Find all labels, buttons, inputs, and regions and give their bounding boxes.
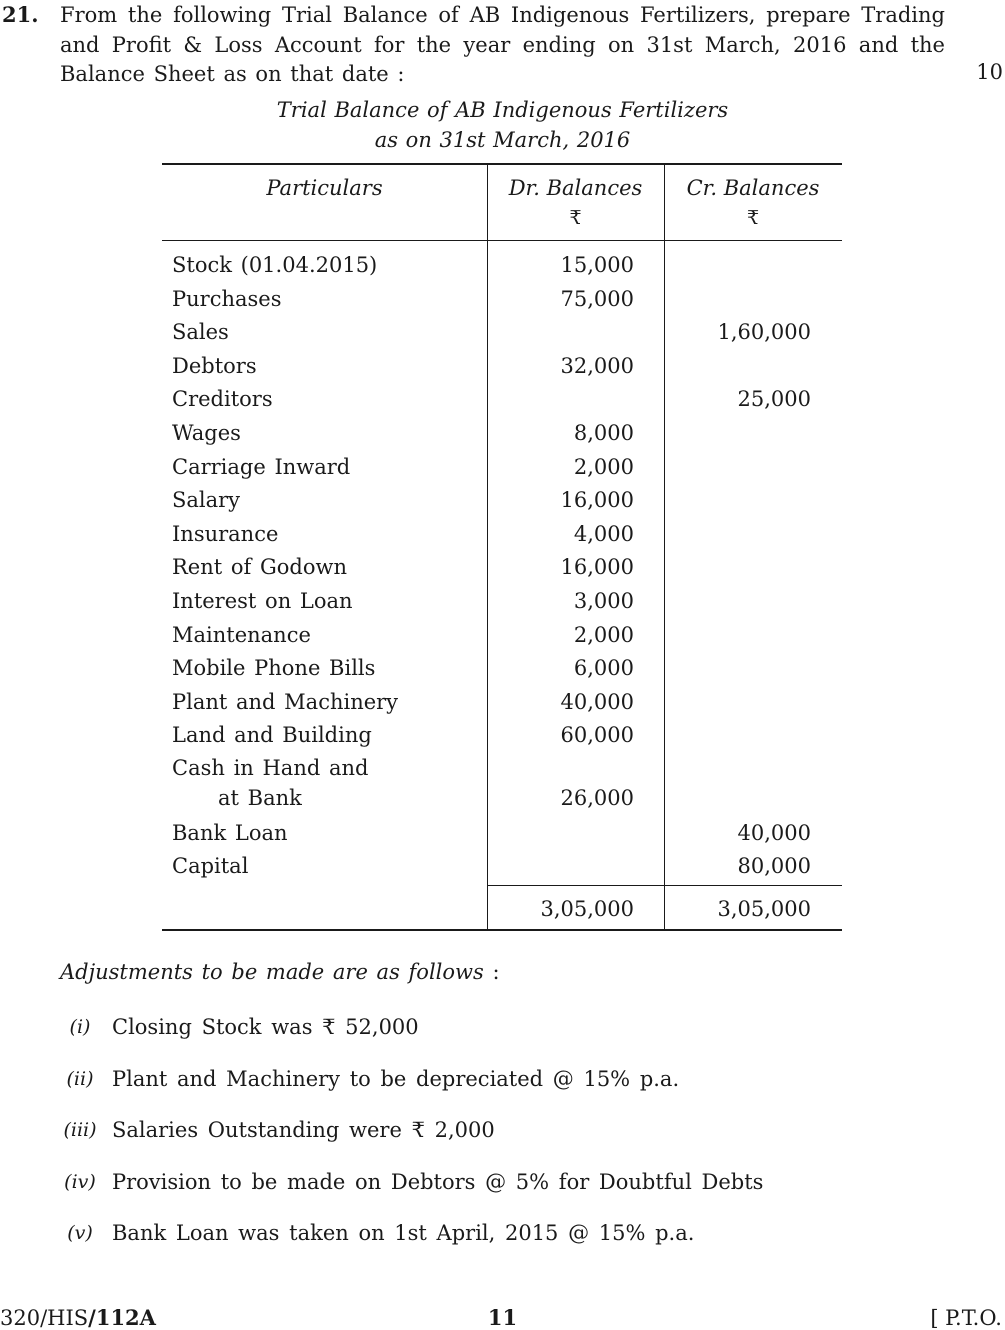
adjustment-number: (ii) (66, 1068, 94, 1090)
total-dr: 3,05,000 (540, 897, 634, 921)
table-header-rule (162, 240, 842, 241)
table-row (162, 652, 842, 686)
row-particular: Carriage Inward (172, 454, 351, 479)
row-dr-value: 3,000 (573, 589, 634, 613)
row-cr-value: 1,60,000 (717, 320, 811, 345)
table-row (162, 417, 842, 451)
row-cr-value: 40,000 (737, 820, 811, 845)
row-dr-value: 6,000 (573, 656, 634, 681)
adjustment-number: (iii) (63, 1119, 97, 1141)
row-particular: Rent of Godown (172, 555, 347, 580)
adjustment-item (60, 1115, 960, 1145)
row-particular: Capital (172, 854, 249, 879)
pto-label: [ P.T.O. (930, 1306, 1002, 1330)
row-particular: Interest on Loan (172, 589, 353, 613)
page-number: 11 (487, 1305, 518, 1330)
table-row (162, 850, 842, 884)
total-row (162, 893, 842, 927)
row-particular: Wages (172, 421, 241, 445)
adjustment-text: Plant and Machinery to be depreciated @ 15% p.a. (112, 1067, 680, 1091)
row-particular: Debtors (172, 353, 257, 378)
row-particular: Stock (01.04.2015) (172, 253, 378, 277)
trial-balance-table (162, 163, 842, 931)
table-top-rule (162, 163, 842, 165)
row-particular: Purchases (172, 286, 282, 311)
table-row (162, 350, 842, 384)
header-particulars (162, 173, 487, 203)
table-row (162, 619, 842, 653)
trial-balance-subtitle: as on 31st March, 2016 (374, 128, 631, 152)
row-particular: Salary (172, 488, 241, 513)
table-row (162, 585, 842, 619)
row-cr-value: 25,000 (737, 387, 811, 412)
adjustment-item (60, 1218, 960, 1248)
table-row (162, 518, 842, 552)
table-bottom-rule (162, 929, 842, 931)
row-particular: Insurance (172, 521, 279, 546)
row-particular: Bank Loan (172, 820, 288, 845)
row-dr-value: 15,000 (560, 253, 634, 277)
row-dr-value: 8,000 (573, 421, 634, 445)
page-footer (0, 1306, 1005, 1330)
row-dr-value: 2,000 (573, 622, 634, 647)
trial-balance-title: Trial Balance of AB Indigenous Fertilizers (276, 98, 729, 122)
row-particular: Land and Building (172, 723, 372, 748)
header-cr-label: Cr. Balances (686, 176, 820, 200)
table-row (162, 686, 842, 720)
paper-code-prefix: 320/HIS (0, 1306, 89, 1330)
row-dr-value: 4,000 (573, 521, 634, 546)
question-number: 21. (2, 2, 39, 27)
table-row (162, 753, 842, 813)
adjustment-text: Provision to be made on Debtors @ 5% for Doubtful Debts (112, 1170, 764, 1194)
row-cr-value: 80,000 (737, 854, 811, 879)
header-dr-label: Dr. Balances (508, 176, 643, 200)
adjustment-item (60, 1167, 960, 1197)
total-cr: 3,05,000 (717, 897, 811, 921)
row-dr-value: 75,000 (560, 286, 634, 311)
header-dr-balances (487, 173, 664, 233)
row-particular: Creditors (172, 387, 273, 412)
question-marks: 10 (976, 60, 1003, 84)
row-dr-value: 60,000 (560, 723, 634, 748)
table-row (162, 383, 842, 417)
table-row (162, 316, 842, 350)
table-row (162, 451, 842, 485)
row-particular: Plant and Machinery (172, 689, 399, 714)
question-block (0, 0, 1005, 90)
table-row (162, 249, 842, 283)
row-dr-value: 26,000 (560, 786, 634, 810)
adjustment-number: (i) (69, 1016, 91, 1038)
adjustment-number: (iv) (64, 1171, 96, 1193)
question-text: From the following Trial Balance of AB Indigenous Fertilizers, prepare Trading and Profit & Loss Account for the year ending on 31st March, 2016 and the Balance Sheet as on that date : (60, 3, 945, 86)
table-row (162, 551, 842, 585)
adjustments-heading-text: Adjustments to be made are as follows (60, 960, 484, 984)
adjustment-item (60, 1064, 960, 1094)
row-dr-value: 16,000 (560, 555, 634, 580)
row-dr-value: 40,000 (560, 689, 634, 714)
adjustment-number: (v) (67, 1222, 93, 1244)
row-dr-value: 32,000 (560, 353, 634, 378)
total-rule (487, 885, 842, 886)
adjustments-heading (60, 960, 500, 984)
header-particulars-label: Particulars (266, 176, 383, 200)
rupee-icon: ₹ (746, 207, 760, 229)
row-particular: Maintenance (172, 622, 311, 647)
row-dr-value: 2,000 (573, 454, 634, 479)
row-dr-value: 16,000 (560, 488, 634, 513)
table-row (162, 719, 842, 753)
adjustment-text: Bank Loan was taken on 1st April, 2015 @ 15% p.a. (112, 1221, 695, 1245)
adjustment-text: Closing Stock was ₹ 52,000 (112, 1015, 419, 1039)
row-particular-cont: at Bank (218, 786, 302, 810)
header-cr-balances (664, 173, 842, 233)
row-particular: Cash in Hand and (172, 756, 369, 780)
adjustment-text: Salaries Outstanding were ₹ 2,000 (112, 1118, 495, 1142)
table-row (162, 283, 842, 317)
adjustment-item (60, 1012, 960, 1042)
rupee-icon: ₹ (569, 207, 582, 229)
table-row (162, 817, 842, 851)
row-particular: Sales (172, 320, 229, 345)
adjustments-heading-colon: : (492, 960, 500, 984)
paper-code-suffix: /112A (88, 1305, 156, 1330)
table-row (162, 484, 842, 518)
row-particular: Mobile Phone Bills (172, 656, 376, 681)
